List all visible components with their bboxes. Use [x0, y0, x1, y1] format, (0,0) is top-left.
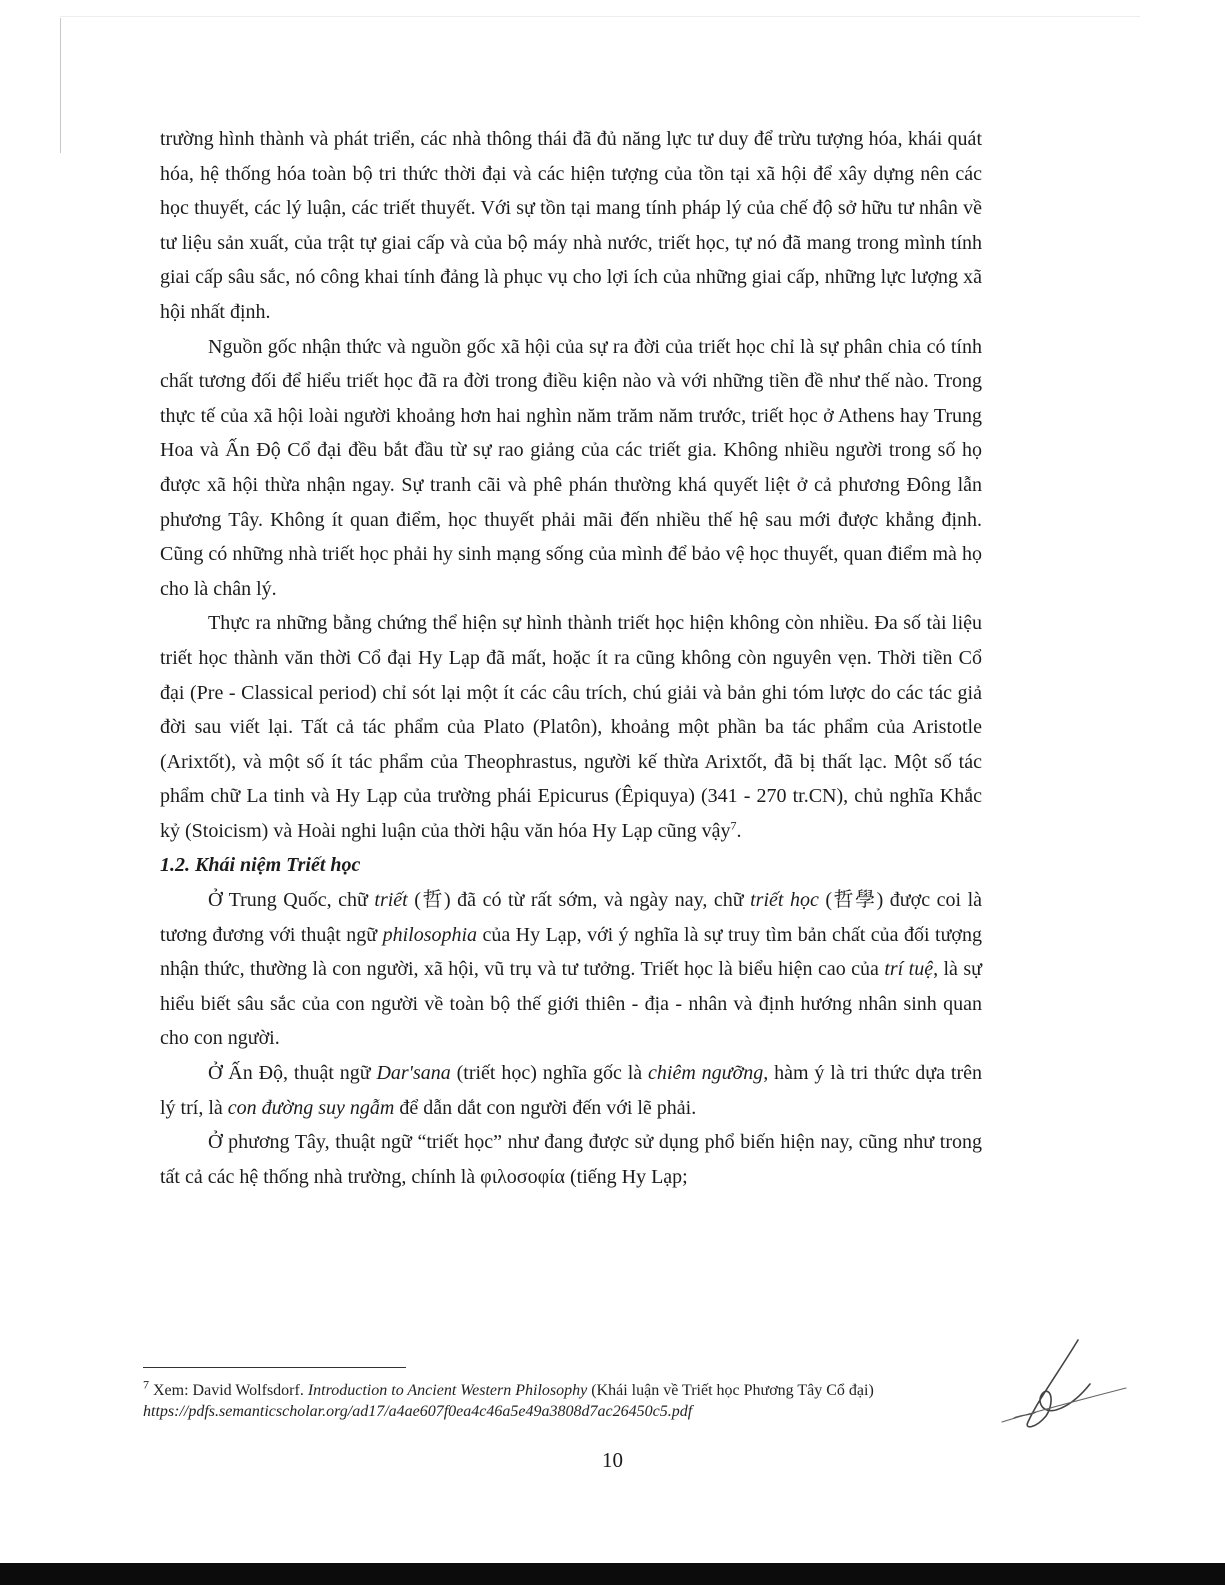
p5-text-a: Ở Ấn Độ, thuật ngữ — [208, 1062, 377, 1085]
p5-text-c: (triết học) nghĩa gốc là — [450, 1062, 649, 1085]
paragraph-1: trường hình thành và phát triển, các nhà thông thái đã đủ năng lực tư duy để trừu tượng hóa, khái quát hóa, hệ thống hóa toàn bộ tri thức thời đại và các hiện tượng của tồn tại xã hội để xây dựng nên các học thuyết, các lý luận, các triết thuyết. Với sự tồn tại mang tính pháp lý của chế độ sở hữu tư nhân về tư liệu sản xuất, của trật tự giai cấp và của bộ máy nhà nước, triết học, tự nó đã mang trong mình tính giai cấp sâu sắc, nó công khai tính đảng là phục vụ cho lợi ích của những giai cấp, những lực lượng xã hội nhất định. — [160, 128, 982, 323]
scan-edge-bottom — [0, 1563, 1225, 1585]
paragraph-6: Ở phương Tây, thuật ngữ “triết học” như đang được sử dụng phổ biến hiện nay, cũng như trong tất cả các hệ thống nhà trường, chính là φιλοσοφία (tiếng Hy Lạp; — [160, 1131, 982, 1188]
paragraph-3-end: . — [736, 819, 742, 842]
p5-text-e: hàm ý là tri thức dựa trên lý trí, là — [160, 1062, 982, 1119]
footnote-divider — [143, 1367, 406, 1368]
p5-term-chiem-nguong: chiêm ngưỡng, — [648, 1062, 769, 1085]
paragraph-5 — [160, 1056, 982, 1125]
footnote-ref: 7 — [730, 818, 737, 833]
footnote-book-title: Introduction to Ancient Western Philosophy — [307, 1382, 588, 1399]
footnote-text-c: (Khái luận về Triết học Phương Tây Cổ đại) — [587, 1382, 874, 1399]
scan-edge-top — [60, 16, 1140, 17]
p4-text-a: Ở Trung Quốc, chữ — [208, 889, 375, 912]
scan-edge-left — [60, 18, 61, 153]
p4-term-tri-tue: trí tuệ — [884, 958, 934, 981]
p5-term-darsana: Dar'sana — [376, 1062, 451, 1085]
p4-text-e: (哲學) được coi là tương đương với thuật ngữ — [160, 889, 982, 946]
page-number: 10 — [602, 1448, 623, 1472]
p4-term-philosophia: philosophia — [382, 923, 478, 946]
paragraph-3-text: Thực ra những bằng chứng thể hiện sự hình thành triết học hiện không còn nhiều. Đa số tài liệu triết học thành văn thời Cổ đại Hy Lạp đã mất, hoặc ít ra cũng không còn nguyên vẹn. Thời tiền Cổ đại (Pre - Classical period) chỉ sót lại một ít các câu trích, chú giải và bản ghi tóm lược do các tác giả đời sau viết lại. Tất cả tác phẩm của Plato (Platôn), khoảng một phần ba tác phẩm của Aristotle (Arixtốt), và một số ít tác phẩm của Theophrastus, người kế thừa Arixtốt, đã bị thất lạc. Một số tác phẩm chữ La tinh và Hy Lạp của trường phái Epicurus (Êpiquya) (341 - 270 tr.CN), chủ nghĩa Khắc kỷ (Stoicism) và Hoài nghi luận của thời hậu văn hóa Hy Lạp cũng vậy — [160, 612, 982, 842]
p4-text-c: (哲) đã có từ rất sớm, và ngày nay, chữ — [407, 889, 751, 912]
p4-term-triet: triết — [374, 889, 408, 912]
paragraph-3 — [160, 606, 982, 848]
p4-text-g: của Hy Lạp, với ý nghĩa là sự truy tìm bản chất của đối tượng nhận thức, thường là con người, xã hội, vũ trụ và tư tưởng. Triết học là biểu hiện cao của — [160, 923, 982, 981]
signature-icon — [1000, 1330, 1130, 1440]
paragraph-4 — [160, 883, 982, 1056]
paragraph-2: Nguồn gốc nhận thức và nguồn gốc xã hội của sự ra đời của triết học chỉ là sự phân chia có tính chất tương đối để hiểu triết học đã ra đời trong điều kiện nào và với những tiền đề như thế nào. Trong thực tế của xã hội loài người khoảng hơn hai nghìn năm trăm năm trước, triết học ở Athens hay Trung Hoa và Ấn Độ Cổ đại đều bắt đầu từ sự rao giảng của các triết gia. Không nhiều người trong số họ được xã hội thừa nhận ngay. Sự tranh cãi và phê phán thường khá quyết liệt ở cả phương Đông lẫn phương Tây. Không ít quan điểm, học thuyết phải mãi đến nhiều thế hệ sau mới được khẳng định. Cũng có những nhà triết học phải hy sinh mạng sống của mình để bảo vệ học thuyết, quan điểm mà họ cho là chân lý. — [160, 335, 982, 600]
footnote-text-a: Xem: David Wolfsdorf. — [149, 1382, 308, 1399]
section-heading: 1.2. Khái niệm Triết học — [160, 854, 361, 877]
p4-term-triet-hoc: triết học — [750, 889, 819, 912]
p4-text-i: , là sự hiểu biết sâu sắc của con người về toàn bộ thế giới thiên - địa - nhân và định hướng nhân sinh quan cho con người. — [160, 958, 982, 1050]
footnote-number: 7 — [143, 1377, 149, 1392]
footnote — [143, 1377, 973, 1422]
p5-term-con-duong: con đường suy ngẫm — [227, 1096, 395, 1119]
p5-text-g: để dẫn dắt con người đến với lẽ phải. — [394, 1096, 697, 1119]
footnote-url[interactable]: https://pdfs.semanticscholar.org/ad17/a4ae607f0ea4c46a5e49a3808d7ac26450c5.pdf — [143, 1403, 693, 1420]
page-body — [160, 122, 982, 1194]
